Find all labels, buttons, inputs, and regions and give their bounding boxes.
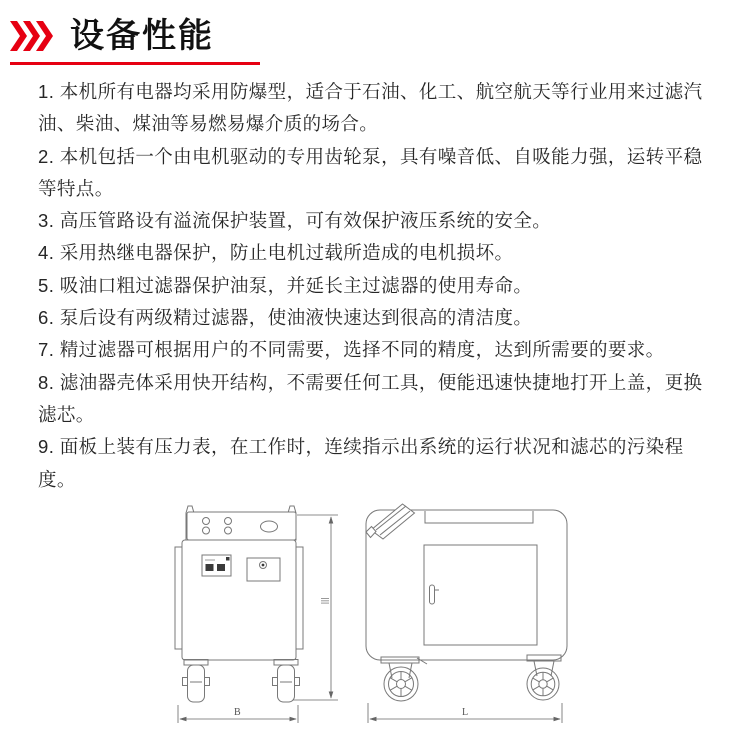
- door-handle-slot: [430, 585, 435, 604]
- feature-item: 7. 精过滤器可根据用户的不同需要，选择不同的精度，达到所需要的要求。: [38, 339, 665, 361]
- handle: [366, 504, 415, 539]
- caster-wheel-side: [381, 657, 427, 701]
- feature-item: 6. 泵后设有两级精过滤器，使油液快速达到很高的清洁度。: [38, 307, 533, 329]
- dimension-label-l: L: [462, 707, 469, 718]
- feature-item: 1. 本机所有电器均采用防爆型，适合于石油、化工、航空航天等行业用来过滤汽油、柴油、煤油等易燃易爆介质的场合。: [38, 81, 703, 135]
- access-door: [424, 545, 537, 645]
- front-view-dimensions: [178, 515, 338, 723]
- feature-item: 4. 采用热继电器保护，防止电机过载所造成的电机损坏。: [38, 242, 514, 264]
- caster-wheel-front: [183, 660, 210, 703]
- top-panel: [187, 512, 296, 540]
- side-flange: [296, 547, 303, 649]
- feature-list: [38, 76, 716, 496]
- section-header: [10, 16, 214, 56]
- technical-drawing: [150, 478, 620, 740]
- feature-item: 2. 本机包括一个由电机驱动的专用齿轮泵，具有噪音低、自吸能力强，运转平稳等特点。: [38, 145, 703, 199]
- side-flange: [175, 547, 182, 649]
- feature-item: 3. 高压管路设有溢流保护装置，可有效保护液压系统的安全。: [38, 210, 552, 232]
- front-view-drawing: [175, 506, 303, 702]
- header-underline: [10, 62, 260, 65]
- triple-chevron-icon: [10, 20, 56, 52]
- dimension-label-b: B: [234, 707, 241, 718]
- control-panel: [202, 555, 231, 576]
- feature-item: 8. 滤油器壳体采用快开结构，不需要任何工具，便能迅速快捷地打开上盖，更换滤芯。: [38, 371, 703, 425]
- caster-wheel-front: [273, 660, 300, 703]
- section-title: 设备性能: [70, 17, 214, 55]
- feature-item: 5. 吸油口粗过滤器保护油泵，并延长主过滤器的使用寿命。: [38, 274, 533, 296]
- feature-item: 9. 面板上装有压力表，在工作时，连续指示出系统的运行状况和滤芯的污染程度。: [38, 436, 684, 490]
- side-view-dimensions: [368, 703, 562, 723]
- side-view-drawing: [366, 504, 567, 701]
- height-dimension-label: [321, 599, 329, 604]
- pressure-gauge-plate: [247, 558, 280, 581]
- caster-wheel-side: [527, 655, 561, 700]
- top-recess: [425, 511, 533, 523]
